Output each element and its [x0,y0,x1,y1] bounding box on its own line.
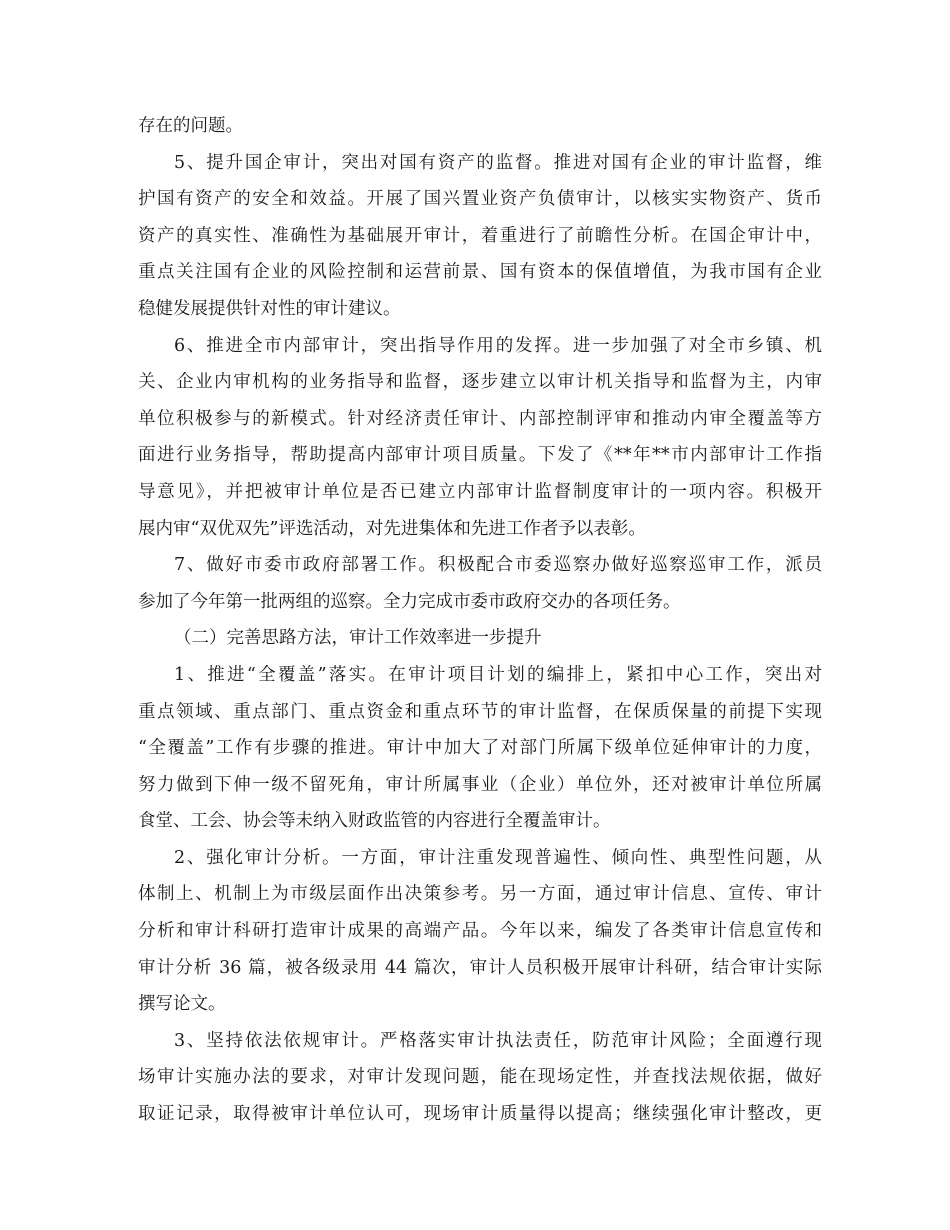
text-line: 重点关注国有企业的风险控制和运营前景、国有资本的保值增值，为我市国有企业 [138,262,822,283]
text-line: 体制上、机制上为市级层面作出决策参考。另一方面，通过审计信息、宣传、审计 [138,884,822,905]
text-line: 努力做到下伸一级不留死角，审计所属事业（企业）单位外，还对被审计单位所属 [138,774,822,795]
text-line: 关、企业内审机构的业务指导和监督，逐步建立以审计机关指导和监督为主，内审 [138,372,822,393]
text-line: 存在的问题。 [138,116,243,136]
text-line: 护国有资产的安全和效益。开展了国兴置业资产负债审计，以核实实物资产、货币 [138,189,822,210]
text-line: 审计分析 36 篇，被各级录用 44 篇次，审计人员积极开展审计科研，结合审计实际 [138,957,822,978]
text-line: 食堂、工会、协会等未纳入财政监管的内容进行全覆盖审计。 [138,811,611,832]
text-line: 单位积极参与的新模式。针对经济责任审计、内部控制评审和推动内审全覆盖等方 [138,408,822,429]
text-line: 面进行业务指导，帮助提高内部审计项目质量。下发了《**年**市内部审计工作指 [138,445,822,466]
text-line: 6、推进全市内部审计，突出指导作用的发挥。进一步加强了对全市乡镇、机 [174,335,822,356]
text-line: 2、强化审计分析。一方面，审计注重发现普遍性、倾向性、典型性问题，从 [174,847,822,868]
text-line: 参加了今年第一批两组的巡察。全力完成市委市政府交办的各项任务。 [138,591,681,612]
text-line: 分析和审计科研打造审计成果的高端产品。今年以来，编发了各类审计信息宣传和 [138,921,822,942]
text-line: 场审计实施办法的要求，对审计发现问题，能在现场定性，并查找法规依据，做好 [138,1067,822,1088]
text-line: 3、坚持依法依规审计。严格落实审计执法责任，防范审计风险；全面遵行现 [174,1030,822,1051]
text-line: 重点领域、重点部门、重点资金和重点环节的审计监督，在保质保量的前提下实现 [138,701,822,722]
text-line: 5、提升国企审计，突出对国有资产的监督。推进对国有企业的审计监督，维 [174,152,822,173]
text-line: 稳健发展提供针对性的审计建议。 [138,298,401,319]
text-line: 资产的真实性、准确性为基础展开审计，着重进行了前瞻性分析。在国企审计中， [138,225,822,246]
text-line: 1、推进“全覆盖”落实。在审计项目计划的编排上，紧扣中心工作，突出对 [174,664,822,685]
text-line: “全覆盖”工作有步骤的推进。审计中加大了对部门所属下级单位延伸审计的力度， [138,738,822,759]
text-line: 展内审“双优双先”评选活动，对先进集体和先进工作者予以表彰。 [138,518,646,539]
text-line: 7、做好市委市政府部署工作。积极配合市委巡察办做好巡察巡审工作，派员 [174,555,822,576]
text-line: 取证记录，取得被审计单位认可，现场审计质量得以提高；继续强化审计整改，更 [138,1104,822,1125]
text-line: 导意见》，并把被审计单位是否已建立内部审计监督制度审计的一项内容。积极开 [138,481,822,502]
text-line: 撰写论文。 [138,994,226,1015]
document-page [138,108,822,1133]
text-line: （二）完善思路方法，审计工作效率进一步提升 [174,628,542,649]
